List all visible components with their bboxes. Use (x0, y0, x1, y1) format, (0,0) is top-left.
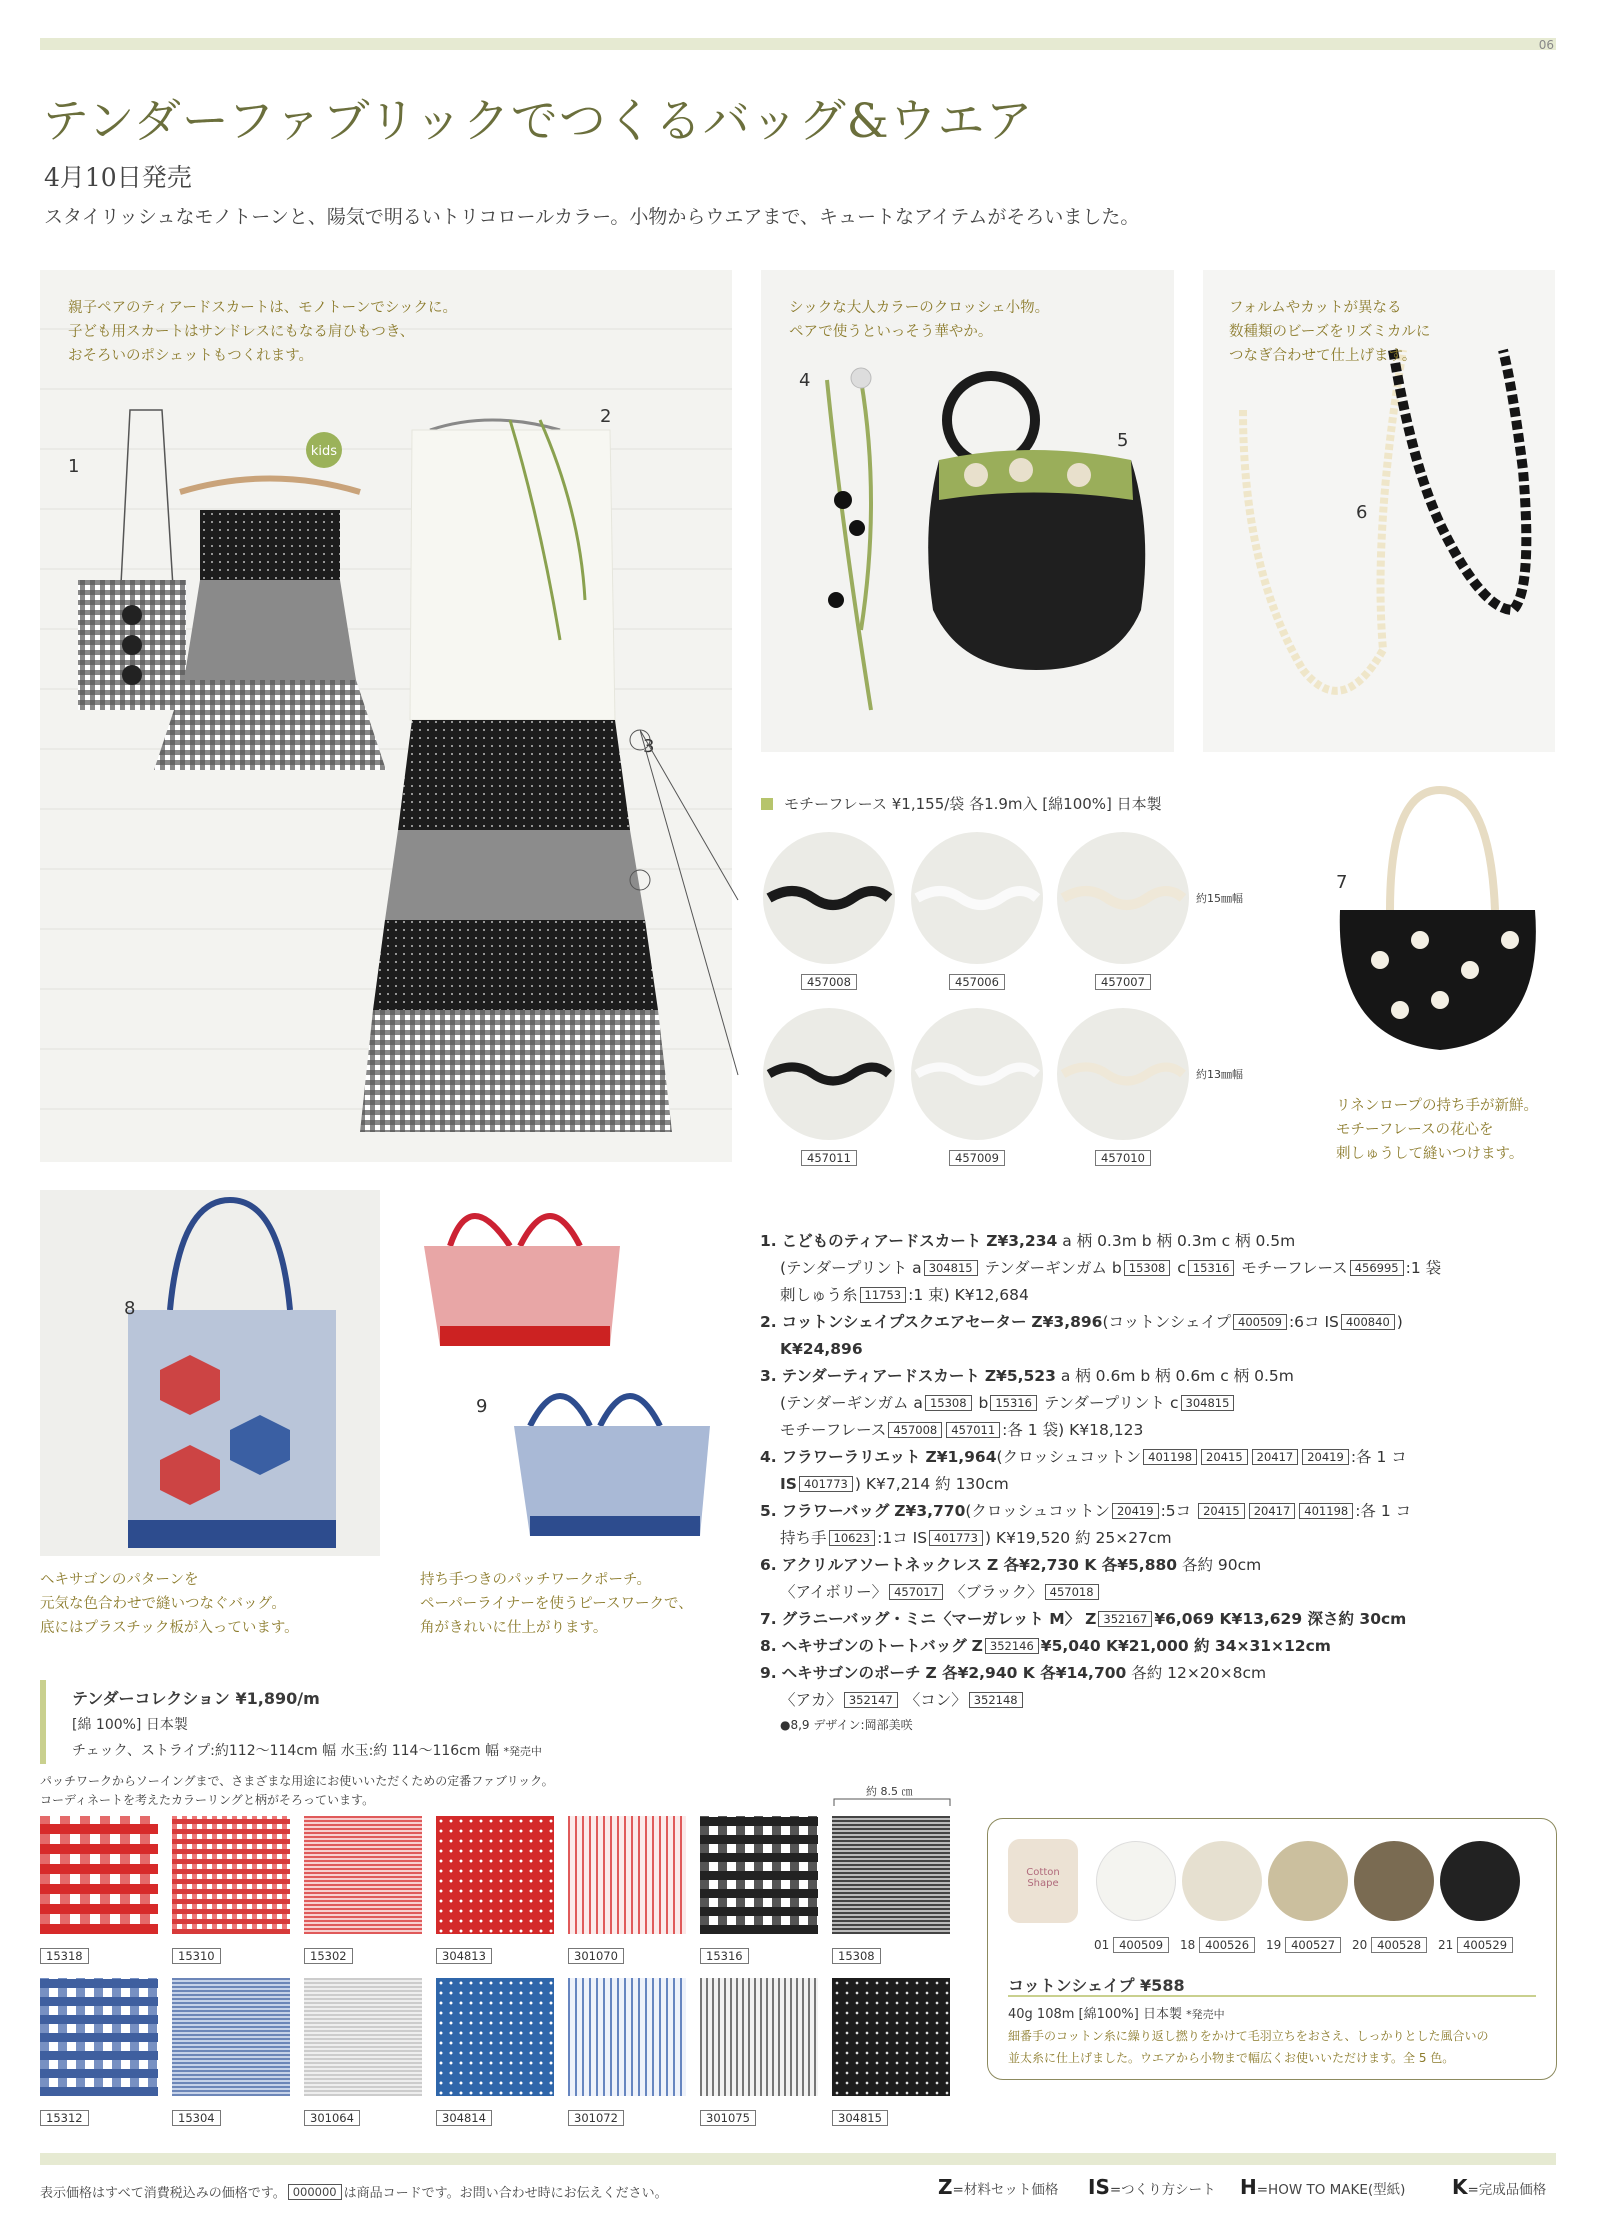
yarn-ball (1182, 1841, 1262, 1921)
lace-width-13: 約13㎜幅 (1196, 1068, 1243, 1081)
motif-lace-label: モチーフレース ¥1,155/袋 各1.9m入 [綿100%] 日本製 (784, 795, 1162, 813)
swatch-size-bracket (833, 1797, 951, 1807)
fabric-code: 301072 (568, 2110, 624, 2126)
item-row-sub: IS 401773 ) K¥7,214 約 130cm (780, 1475, 1009, 1493)
legend-z: Z=材料セット価格 (938, 2175, 1059, 2199)
item-row-sub: 持ち手 10623 :1コ IS 401773 ) K¥19,520 約 25×27cm (780, 1529, 1172, 1547)
lace-code: 457007 (1095, 974, 1151, 990)
yarn-ball (1354, 1841, 1434, 1921)
fabric-code: 304813 (436, 1948, 492, 1964)
motif-lace-heading (761, 793, 1301, 813)
item-number-2: 2 (600, 406, 612, 427)
main-photo-caption: 親子ペアのティアードスカートは、モノトーンでシックに。 子ども用スカートはサンドレスにもなる肩ひもつき、 おそろいのポシェットもつくれます。 (68, 300, 458, 364)
fabric-swatch (832, 1978, 950, 2096)
design-credit: ●8,9 デザイン:岡部美咲 (780, 1718, 913, 1732)
fabric-code: 301070 (568, 1948, 624, 1964)
fabric-code: 301064 (304, 2110, 360, 2126)
crochet-photo-caption: シックな大人カラーのクロッシェ小物。 ペアで使うといっそう華やか。 (789, 300, 1050, 340)
legend-is: IS=つくり方シート (1088, 2175, 1216, 2199)
yarn-label: 01 400509 (1094, 1937, 1169, 1953)
fabric-swatch (832, 1816, 950, 1934)
lace-code: 457011 (801, 1150, 857, 1166)
item-row: 6. アクリルアソートネックレス Z 各¥2,730 K 各¥5,880 各約 90cm (760, 1556, 1262, 1574)
fabric-swatch (436, 1978, 554, 2096)
fabric-swatch (700, 1816, 818, 1934)
kids-badge: kids (310, 444, 338, 459)
yarn-label: 21 400529 (1438, 1937, 1513, 1953)
item-row: 1. こどものティアードスカート Z¥3,234 a 柄 0.3m b 柄 0.3m c 柄 0.5m (760, 1232, 1296, 1250)
collection-intro: パッチワークからソーイングまで、さまざまな用途にお使いいただくための定番ファブリック。 コーディネートを考えたカラーリングと柄がそろっています。 (40, 1774, 554, 1807)
fabric-code: 15304 (172, 2110, 221, 2126)
skirt-illustration (40, 270, 732, 1162)
necklace-photo-caption: フォルムやカットが異なる 数種類のビーズをリズミカルに つなぎ合わせて仕上げます。 (1229, 300, 1431, 364)
item-number-3: 3 (643, 736, 655, 757)
fabric-swatch (172, 1816, 290, 1934)
fabric-swatch (568, 1816, 686, 1934)
cotton-shape-desc: 細番手のコットン糸に繰り返し撚りをかけて毛羽立ちをおさえ、しっかりとした風合いの 並太糸に仕上げました。ウエアから小物まで幅広くお使いいただけます。全 5 色。 (1008, 2029, 1489, 2065)
yarn-label: 20 400528 (1352, 1937, 1427, 1953)
fabric-swatch (40, 1816, 158, 1934)
fabric-swatch (700, 1978, 818, 2096)
lace-swatch (1057, 832, 1189, 964)
lace-swatch (763, 1008, 895, 1140)
collection-line2: [綿 100%] 日本製 (72, 1717, 188, 1733)
pouch-photo (410, 1186, 730, 1556)
cotton-shape-skein: Cotton Shape (1008, 1839, 1078, 1923)
lace-width-15: 約15㎜幅 (1196, 892, 1243, 905)
lace-swatch (1057, 1008, 1189, 1140)
item-row: 5. フラワーバッグ Z¥3,770(クロッシュコットン 20419 :5コ 20415 20417 401198 :各 1 コ (760, 1502, 1412, 1520)
item-row: 8. ヘキサゴンのトートバッグ Z 352146 ¥5,040 K¥21,000 約 34×31×12cm (760, 1637, 1331, 1655)
lace-code: 457010 (1095, 1150, 1151, 1166)
pouch-caption: 持ち手つきのパッチワークポーチ。 ペーパーライナーを使うピースワークで、 角がきれいに仕上がります。 (420, 1572, 693, 1636)
lead-text: スタイリッシュなモノトーンと、陽気で明るいトリコロールカラー。小物からウエアまで、キュートなアイテムがそろいました。 (44, 206, 1140, 228)
fabric-code: 15318 (40, 1948, 89, 1964)
fabric-code: 15302 (304, 1948, 353, 1964)
item-number-9: 9 (476, 1396, 488, 1417)
tote-illustration (40, 1190, 380, 1556)
cotton-shape-title: コットンシェイプ ¥588 (1008, 1976, 1185, 1995)
yarn-ball (1440, 1841, 1520, 1921)
lace-swatch (763, 832, 895, 964)
necklace-photo (1203, 270, 1555, 752)
cotton-shape-panel (987, 1818, 1557, 2080)
granny-bag-photo (1320, 780, 1556, 1080)
item-row-sub: 刺しゅう糸 11753 :1 束) K¥12,684 (780, 1286, 1029, 1304)
yarn-ball (1096, 1841, 1176, 1921)
item-number-4: 4 (799, 370, 811, 391)
collection-accent-bar (40, 1680, 46, 1764)
item-row-sub: モチーフレース 457008 457011 :各 1 袋) K¥18,123 (780, 1421, 1144, 1439)
cotton-shape-rule (1008, 1995, 1536, 1997)
fabric-swatch (172, 1978, 290, 2096)
fabric-swatch (304, 1978, 422, 2096)
page-title: テンダーファブリックでつくるバッグ&ウエア (42, 94, 1034, 149)
footer-note: 表示価格はすべて消費税込みの価格です。 000000 は商品コードです。お問い合わせ時にお伝えください。 (40, 2185, 668, 2201)
item-number-7: 7 (1336, 872, 1348, 893)
item-row-sub: 〈アカ〉 352147 〈コン〉 352148 (760, 1687, 1560, 1714)
collection-line3: チェック、ストライプ:約112〜114cm 幅 水玉:約 114〜116cm 幅 *発売中 (72, 1743, 542, 1759)
item-number-6: 6 (1356, 502, 1368, 523)
top-bar (40, 38, 1556, 50)
legend-h: H=HOW TO MAKE(型紙) (1240, 2175, 1406, 2199)
fabric-swatch-grid (40, 1816, 960, 2136)
lace-code: 457009 (949, 1150, 1005, 1166)
item-row-sub: (テンダープリント a 304815 テンダーギンガム b 15308 c 15316 モチーフレース 456995 :1 袋 (780, 1259, 1442, 1277)
fabric-code: 304815 (832, 2110, 888, 2126)
lace-code: 457008 (801, 974, 857, 990)
motif-lace-grid (763, 832, 1203, 1172)
item-row: 3. テンダーティアードスカート Z¥5,523 a 柄 0.6m b 柄 0.6m c 柄 0.5m (760, 1367, 1294, 1385)
lace-code: 457006 (949, 974, 1005, 990)
main-photo (40, 270, 732, 1162)
fabric-swatch (568, 1978, 686, 2096)
granny-bag-caption: リネンロープの持ち手が新鮮。 モチーフレースの花心を 刺しゅうして縫いつけます。 (1336, 1098, 1538, 1162)
item-number-5: 5 (1117, 430, 1129, 451)
fabric-swatch (304, 1816, 422, 1934)
item-list (760, 1228, 1560, 1736)
item-row: 4. フラワーラリエット Z¥1,964(クロッシュコットン 401198 20415 20417 20419 :各 1 コ (760, 1448, 1407, 1466)
lace-swatch (911, 832, 1043, 964)
fabric-swatch (40, 1978, 158, 2096)
granny-bag-illustration (1320, 780, 1556, 1080)
cotton-shape-spec: 40g 108m [綿100%] 日本製 *発売中 (1008, 2007, 1225, 2022)
tote-caption: ヘキサゴンのパターンを 元気な色合わせで縫いつなぐバッグ。 底にはプラスチック板が入っています。 (40, 1572, 299, 1636)
item-row-sub: 〈アイボリー〉 457017 〈ブラック〉 457018 (760, 1579, 1560, 1606)
item-row-sub: (テンダーギンガム a 15308 b 15316 テンダープリント c 304815 (760, 1390, 1560, 1417)
yarn-label: 18 400526 (1180, 1937, 1255, 1953)
item-row: 7. グラニーバッグ・ミニ〈マーガレット M〉 Z 352167 ¥6,069 K¥13,629 深さ約 30cm (760, 1610, 1407, 1628)
bottom-bar (40, 2153, 1556, 2165)
crochet-photo (761, 270, 1174, 752)
fabric-code: 301075 (700, 2110, 756, 2126)
fabric-code: 15310 (172, 1948, 221, 1964)
lace-swatch (911, 1008, 1043, 1140)
item-row-sub: K¥24,896 (780, 1340, 863, 1358)
fabric-code: 304814 (436, 2110, 492, 2126)
fabric-swatch (436, 1816, 554, 1934)
swatch-size: 約 8.5 ㎝ (866, 1785, 913, 1798)
page-number: 06 (1538, 38, 1554, 52)
item-row: 2. コットンシェイプスクエアセーター Z¥3,896(コットンシェイプ 400509 :6コ IS 400840 ) (760, 1313, 1403, 1331)
fabric-code: 15312 (40, 2110, 89, 2126)
yarn-ball (1268, 1841, 1348, 1921)
pouch-illustration (410, 1186, 730, 1556)
release-date: 4月10日発売 (44, 163, 192, 192)
tote-photo (40, 1190, 380, 1556)
item-number-1: 1 (68, 456, 80, 477)
lace-leader-lines (640, 730, 780, 1090)
fabric-code: 15308 (832, 1948, 881, 1964)
legend-k: K=完成品価格 (1452, 2175, 1547, 2199)
item-number-8: 8 (124, 1298, 136, 1319)
yarn-label: 19 400527 (1266, 1937, 1341, 1953)
item-row: 9. ヘキサゴンのポーチ Z 各¥2,940 K 各¥14,700 各約 12×20×8cm (760, 1664, 1267, 1682)
collection-title: テンダーコレクション ¥1,890/m (72, 1689, 320, 1708)
fabric-code: 15316 (700, 1948, 749, 1964)
